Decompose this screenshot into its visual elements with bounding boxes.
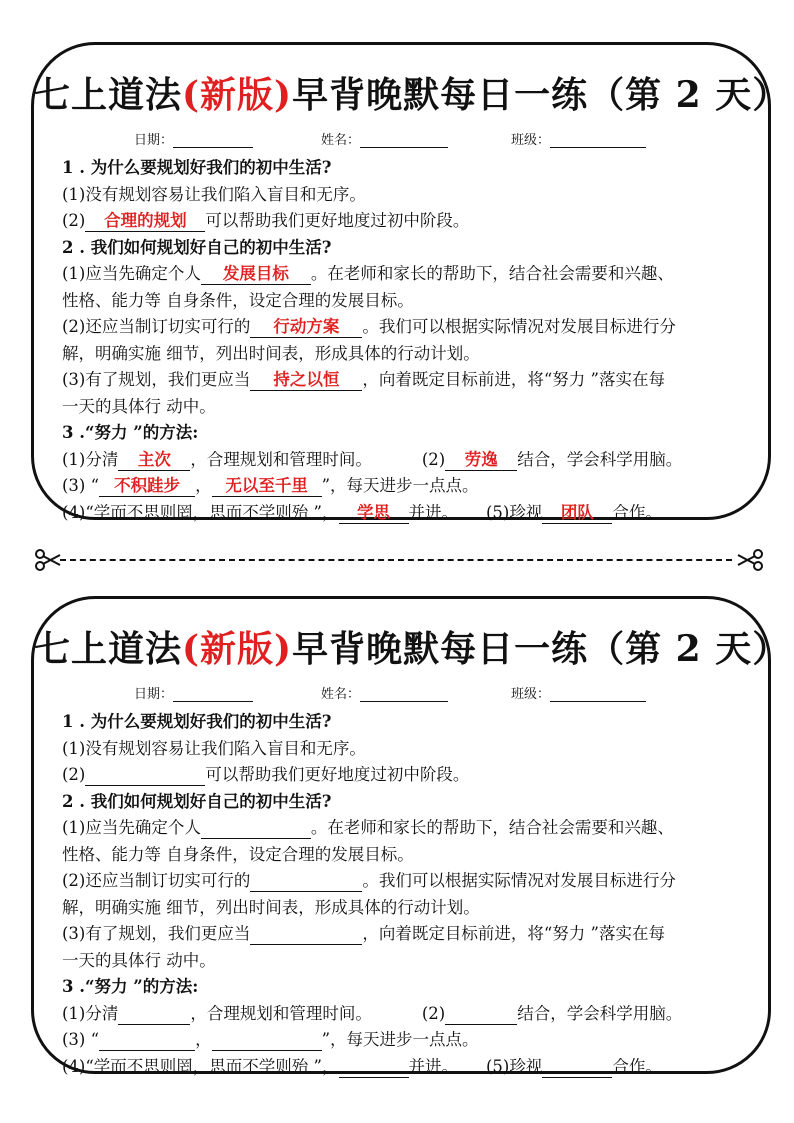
answer-blank: 行动方案 <box>250 317 362 338</box>
empty-blank[interactable] <box>250 924 362 945</box>
text-line: 一天的具体行 动中。 <box>62 950 216 970</box>
question-heading: 1 . 为什么要规划好我们的初中生活? <box>62 712 332 731</box>
name-field[interactable]: 姓名： <box>321 129 448 148</box>
empty-blank[interactable] <box>118 1004 190 1025</box>
question-heading: 2 . 我们如何规划好自己的初中生活? <box>62 791 332 811</box>
question-heading: 3 .“努力 ”的方法: <box>62 977 199 996</box>
answer-blank: 团队 <box>542 503 612 524</box>
text-line: (1)应当先确定个人 。在老师和家长的帮助下，结合社会需要和兴趣、 <box>62 818 674 837</box>
text-line: (3)有了规划，我们更应当 ，向着既定目标前进，将“努力 ”落实在每 <box>62 924 665 943</box>
answer-blank: 合理的规划 <box>85 211 205 232</box>
text-line: (1)分清 ，合理规划和管理时间。 (2) 结合，学会科学用脑。 <box>62 1003 683 1023</box>
empty-blank[interactable] <box>99 1030 195 1051</box>
questions <box>62 155 762 526</box>
cut-line <box>60 559 732 561</box>
text-line: (2) 合理的规划 可以帮助我们更好地度过初中阶段。 <box>62 211 470 230</box>
text-line: (2)还应当制订切实可行的 。我们可以根据实际情况对发展目标进行分 <box>62 871 676 890</box>
empty-blank[interactable] <box>85 765 205 786</box>
text-line: 一天的具体行 动中。 <box>62 396 216 416</box>
question-heading: 3 .“努力 ”的方法: <box>62 423 199 442</box>
questions <box>62 709 762 1080</box>
question-heading: 1 . 为什么要规划好我们的初中生活? <box>62 158 332 177</box>
text-line: 性格、能力等 自身条件，设定合理的发展目标。 <box>62 844 414 864</box>
text-line: (1)应当先确定个人 发展目标 。在老师和家长的帮助下，结合社会需要和兴趣、 <box>62 264 674 283</box>
class-field[interactable]: 班级： <box>511 129 646 148</box>
scissors-icon <box>736 546 764 574</box>
text-line: 解，明确实施 细节，列出时间表，形成具体的行动计划。 <box>62 897 480 917</box>
answer-blank: 持之以恒 <box>250 370 362 391</box>
page-title: 七上道法(新版)早背晚默每日一练（第 2 天） <box>34 628 790 670</box>
empty-blank[interactable] <box>339 1057 409 1078</box>
text-line: (2) 可以帮助我们更好地度过初中阶段。 <box>62 765 470 784</box>
text-line: 解，明确实施 细节，列出时间表，形成具体的行动计划。 <box>62 343 480 363</box>
text-line: 性格、能力等 自身条件，设定合理的发展目标。 <box>62 290 414 310</box>
answer-card <box>31 42 790 522</box>
title-highlight: (新版) <box>182 74 293 116</box>
date-field[interactable]: 日期： <box>134 129 253 148</box>
answer-blank: 无以至千里 <box>212 476 322 497</box>
text-line: (4)“学而不思则罔，思而不学则殆 ”， 学思 并进。 (5)珍视 团队 合作。 <box>62 502 662 522</box>
empty-blank[interactable] <box>542 1057 612 1078</box>
title-highlight: (新版) <box>182 628 293 670</box>
class-field[interactable]: 班级： <box>511 683 646 702</box>
text-line: (3) “ 不积跬步 ， 无以至千里 ”，每天进步一点点。 <box>62 476 479 495</box>
name-field[interactable]: 姓名： <box>321 683 448 702</box>
empty-blank[interactable] <box>250 871 362 892</box>
empty-blank[interactable] <box>201 818 311 839</box>
scissors-icon <box>34 546 62 574</box>
page-title: 七上道法(新版)早背晚默每日一练（第 2 天） <box>34 74 790 116</box>
question-heading: 2 . 我们如何规划好自己的初中生活? <box>62 237 332 257</box>
text-line: (3)有了规划，我们更应当 持之以恒 ，向着既定目标前进，将“努力 ”落实在每 <box>62 370 665 389</box>
answer-blank: 学思 <box>339 503 409 524</box>
text-line: (2)还应当制订切实可行的 行动方案 。我们可以根据实际情况对发展目标进行分 <box>62 317 676 336</box>
text-line: (1)没有规划容易让我们陷入盲目和无序。 <box>62 184 366 204</box>
text-line: (3) “ ， ”，每天进步一点点。 <box>62 1030 479 1049</box>
empty-blank[interactable] <box>445 1004 517 1025</box>
answer-blank: 主次 <box>118 450 190 471</box>
text-line: (1)分清 主次 ，合理规划和管理时间。 (2) 劳逸 结合，学会科学用脑。 <box>62 449 683 469</box>
answer-blank: 不积跬步 <box>99 476 195 497</box>
answer-blank: 发展目标 <box>201 264 311 285</box>
date-field[interactable]: 日期： <box>134 683 253 702</box>
answer-blank: 劳逸 <box>445 450 517 471</box>
blank-card <box>31 596 790 1076</box>
text-line: (4)“学而不思则罔，思而不学则殆 ”， 并进。 (5)珍视 合作。 <box>62 1056 662 1076</box>
text-line: (1)没有规划容易让我们陷入盲目和无序。 <box>62 738 366 758</box>
empty-blank[interactable] <box>212 1030 322 1051</box>
